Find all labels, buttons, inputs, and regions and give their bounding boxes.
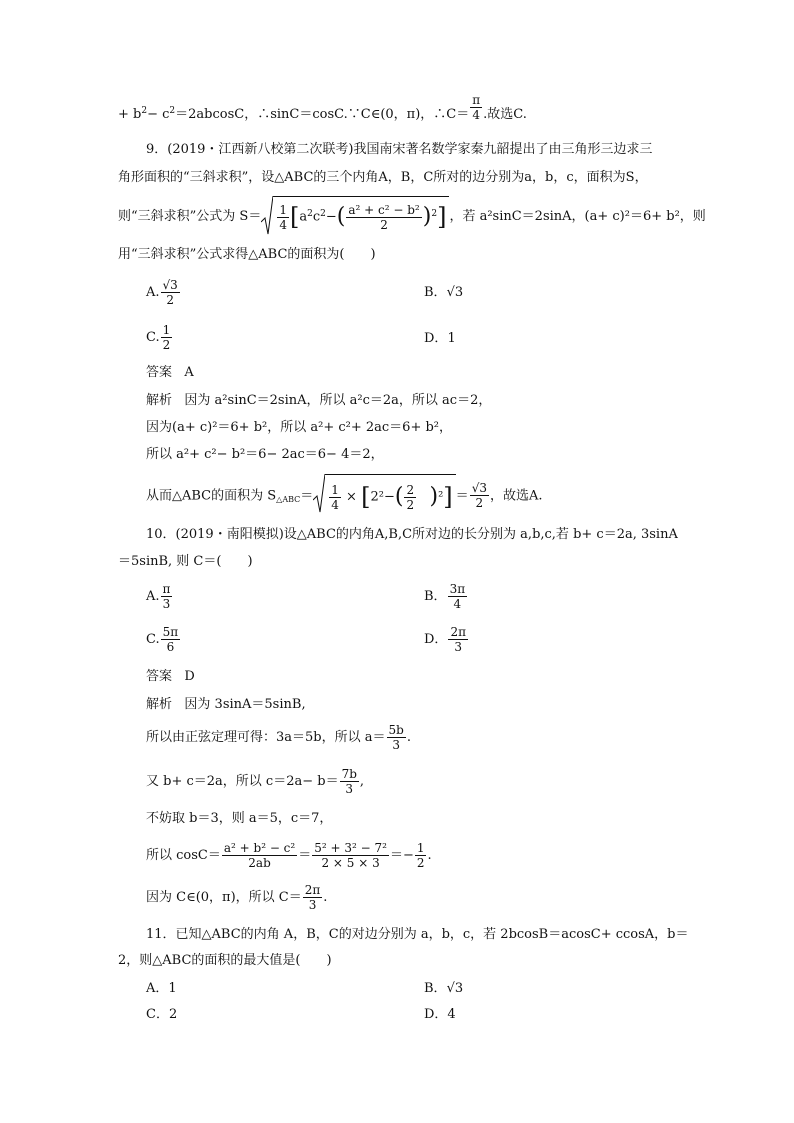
q10-solution-6 — [146, 882, 327, 914]
q10-option-b[interactable] — [424, 582, 468, 611]
q10-solution-4: 不妨取 b＝3，则 a＝5，c＝7， — [146, 811, 333, 826]
q9-line1: 9．(2019・江西新八校第二次联考)我国南宋著名数学家秦九韶提出了由三角形三边求三 — [146, 142, 653, 157]
q9-line2: 角形面积的“三斜求积”，设△ABC的三个内角A，B，C所对的边分别为a，b，c，面积为S， — [118, 170, 648, 185]
q10-line2: ＝5sinB, 则 C＝( ) — [118, 554, 253, 569]
q9-option-c-den: 2 — [162, 338, 171, 352]
q9-formula-post: ，若 a²sinC＝2sinA，(a+ c)²＝6+ b²，则 — [449, 208, 706, 224]
q9-sol4-pre: 从而△ABC的面积为 S — [146, 488, 277, 504]
q9-sol4-eq: ＝ — [300, 488, 314, 504]
q9-inner-sup2: 2 — [320, 208, 326, 219]
q9-inner-c: c — [312, 209, 321, 225]
q11-option-b-value: √3 — [446, 981, 464, 996]
cont-text-c: ＝2abcosC，∴sinC＝cosC.∵C∈(0，π)，∴C＝ — [175, 107, 470, 122]
q9-option-a-num: √3 — [162, 278, 178, 292]
q10-solution-3 — [146, 766, 364, 798]
q9-sol4-result-num: √3 — [471, 481, 487, 496]
sqrt-sign-icon — [261, 196, 273, 236]
q10-sol6-post: . — [323, 890, 328, 905]
q9-sol4-sqrt: $\frac{1}{4}$ × [2²−( $\frac{2}{2}$ )²] — [313, 474, 455, 518]
q11-line1: 11．已知△ABC的内角 A，B，C的对边分别为 a，b，c，若 2bcosB＝acosC+ ccosA，b＝ — [146, 927, 689, 942]
q10-option-c-num: 5π — [162, 625, 179, 639]
q9-option-a-den: 2 — [166, 293, 174, 307]
q10-option-a-den: 3 — [162, 597, 171, 611]
q10-sol5-eq1: ＝ — [298, 848, 312, 863]
cont-text-a: + b — [118, 107, 142, 122]
q10-option-d-label: D． — [424, 632, 448, 647]
q9-big-frac-num: a² + c² − b² — [348, 202, 420, 217]
q9-sol4-result-den: 2 — [475, 496, 484, 511]
q9-option-a[interactable] — [146, 278, 181, 307]
q9-inner-sup1: 2 — [307, 208, 313, 219]
q9-solution-2: 因为(a+ c)²＝6+ b²，所以 a²+ c²+ 2ac＝6+ b²， — [146, 420, 453, 435]
cont-fraction — [470, 93, 482, 122]
q9-inner-square: 2 — [431, 208, 438, 219]
sqrt-sign-icon — [313, 474, 325, 514]
cont-sup-b: 2 — [169, 106, 176, 116]
q10-sol3-pre: 又 b+ c＝2a，所以 c＝2a− b＝ — [146, 774, 339, 789]
q9-solution-1 — [146, 392, 491, 410]
cont-text-d: .故选C. — [483, 107, 527, 122]
q9-quarter-num: 1 — [279, 202, 287, 217]
q10-line1: 10．(2019・南阳模拟)设△ABC的内角A,B,C所对边的长分别为 a,b,c,若 b+ c＝2a, 3sinA — [146, 527, 678, 542]
q9-sol4-inner-den: 2 — [406, 497, 415, 512]
q9-formula-line — [118, 196, 706, 237]
q9-option-a-label: A. — [146, 285, 160, 300]
cont-sup-a: 2 — [141, 106, 148, 116]
q9-solution-label: 解析 — [146, 393, 173, 408]
q10-sol6-num: 2π — [304, 883, 321, 897]
q9-sol4-square: ² — [438, 489, 444, 505]
q9-sol4-post: ，故选A. — [489, 488, 543, 504]
q9-big-frac-den: 2 — [380, 217, 388, 232]
q9-sol4-quarter-num: 1 — [331, 482, 339, 497]
q11-option-c[interactable]: C．2 — [146, 1007, 178, 1022]
q10-sol5-frac1-num: a² + b² − c² — [223, 841, 296, 855]
q10-sol5-eq2: ＝− — [389, 848, 414, 863]
q10-sol2-num: 5b — [388, 723, 404, 737]
q10-solution-1-text: 因为 3sinA＝5sinB, — [184, 697, 306, 712]
continuation-line — [118, 93, 527, 125]
q9-sol4-quarter-den: 4 — [331, 497, 339, 512]
q9-option-d[interactable] — [424, 330, 456, 348]
q10-sol2-pre: 所以由正弦定理可得：3a＝5b，所以 a＝ — [146, 730, 386, 745]
q10-option-c-label: C. — [146, 632, 160, 647]
q10-solution-label: 解析 — [146, 697, 173, 712]
q9-answer-label: 答案 — [146, 365, 173, 380]
q10-option-a-label: A. — [146, 589, 160, 604]
q9-solution-1-text: 因为 a²sinC＝2sinA，所以 a²c＝2a，所以 ac＝2， — [184, 393, 492, 408]
q10-sol6-pre: 因为 C∈(0，π)，所以 C＝ — [146, 890, 302, 905]
q10-option-a[interactable] — [146, 582, 173, 611]
q9-quarter-den: 4 — [279, 217, 287, 232]
q9-answer-value: A — [184, 365, 194, 380]
q10-sol3-post: , — [359, 774, 365, 789]
q10-sol5-frac2-num: 5² + 3² − 7² — [314, 841, 387, 855]
q10-option-b-label: B． — [424, 589, 447, 604]
q10-solution-2 — [146, 722, 411, 754]
q10-option-d-den: 3 — [454, 640, 463, 654]
q10-option-d-num: 2π — [450, 625, 466, 639]
q10-sol5-pre: 所以 cosC＝ — [146, 848, 221, 863]
q9-option-d-label: D． — [424, 331, 448, 346]
q10-option-b-num: 3π — [449, 582, 466, 596]
q10-sol5-frac1-den: 2ab — [248, 856, 271, 870]
q9-formula-pre: 则“三斜求积”公式为 S＝ — [118, 208, 262, 224]
q10-option-b-den: 4 — [453, 597, 462, 611]
q11-line2: 2，则△ABC的面积的最大值是( ) — [118, 953, 332, 968]
q10-sol5-post: . — [427, 848, 432, 863]
q10-sol5-frac2-den: 2 × 5 × 3 — [321, 856, 380, 870]
q10-sol5-frac3-num: 1 — [416, 841, 425, 855]
q11-option-d[interactable]: D．4 — [424, 1007, 456, 1022]
q9-option-d-value: 1 — [447, 331, 456, 346]
cont-frac-den: 4 — [472, 108, 480, 122]
q9-option-c-label: C. — [146, 330, 160, 345]
cont-frac-num: π — [472, 93, 481, 107]
cont-text-b: − c — [147, 107, 170, 122]
q10-sol3-den: 3 — [345, 782, 354, 796]
q10-option-a-num: π — [162, 582, 171, 596]
q9-inner-a: a — [299, 209, 308, 225]
q9-line4: 用“三斜求积”公式求得△ABC的面积为( ) — [118, 247, 376, 262]
q10-answer-value: D — [184, 669, 195, 684]
q9-option-c-num: 1 — [162, 323, 171, 337]
q10-option-c[interactable] — [146, 625, 181, 654]
q9-option-b-value: √3 — [446, 285, 464, 300]
q11-option-a[interactable]: A．1 — [146, 981, 177, 996]
q9-sol4-base: 2²− — [370, 489, 395, 505]
q9-answer — [146, 364, 194, 382]
q10-option-d[interactable] — [424, 625, 469, 654]
q10-sol2-post: . — [406, 730, 411, 745]
q11-option-b[interactable] — [424, 980, 463, 998]
q10-sol6-den: 3 — [308, 898, 317, 912]
q10-solution-1 — [146, 696, 306, 714]
q10-sol2-den: 3 — [392, 738, 400, 752]
q10-option-c-den: 6 — [166, 640, 175, 654]
q9-option-b[interactable] — [424, 284, 463, 302]
q9-formula-inner: $\frac{1}{4}$ [$a^2c^2-$( $\frac{\text{a² + c² − b²}}{2}$ )$^2$] — [273, 196, 449, 237]
q9-option-c[interactable] — [146, 323, 173, 352]
q10-answer-label: 答案 — [146, 669, 173, 684]
q9-sol4-times: × — [346, 489, 357, 505]
q9-solution-4: 从而△ABC的面积为 $S_{\triangle ABC}=$ $\frac{1}{4}$ × [2²−( $\frac{2}{2}$ )²] ＝ $\frac{√3}{2}$ ，故选A. — [146, 474, 543, 518]
q10-answer — [146, 668, 195, 686]
q10-sol5-frac3-den: 2 — [416, 856, 425, 870]
q9-option-b-label: B． — [424, 285, 447, 300]
q9-formula-sqrt — [261, 196, 449, 237]
q10-solution-5 — [146, 838, 432, 874]
q9-sol4-inner-num: 2 — [406, 482, 415, 497]
q9-inner-minus: − — [325, 209, 337, 225]
q9-solution-3: 所以 a²+ c²− b²＝6− 2ac＝6− 4＝2， — [146, 447, 384, 462]
q9-sol4-sub: △ABC — [276, 495, 301, 505]
q10-sol3-num: 7b — [341, 767, 357, 781]
q11-option-b-label: B． — [424, 981, 447, 996]
